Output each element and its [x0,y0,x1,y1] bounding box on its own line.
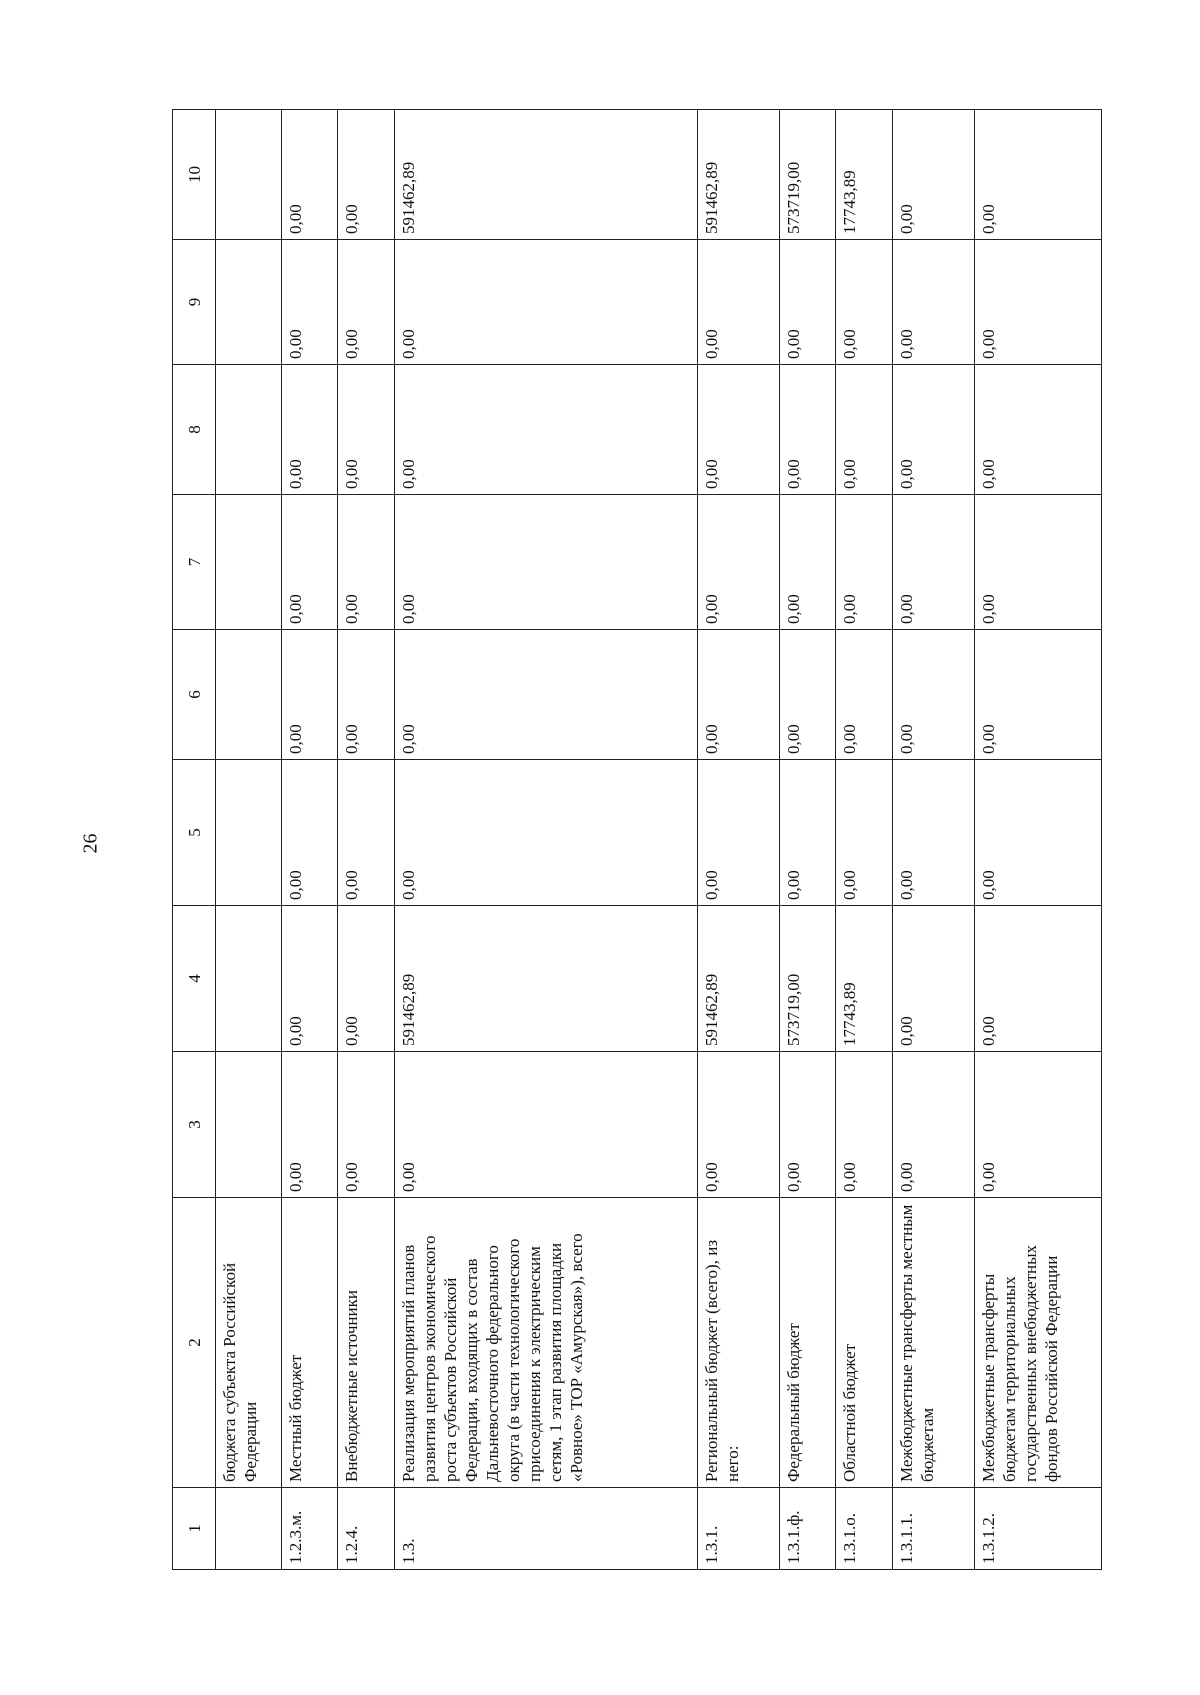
value-cell: 0,00 [836,630,892,760]
value-cell: 0,00 [338,906,394,1052]
header-cell: 3 [173,1052,216,1198]
table-row [836,110,892,1570]
value-cell: 0,00 [892,1052,974,1198]
row-code: 1.3.1.ф. [779,1488,835,1570]
row-code: 1.3.1.о. [836,1488,892,1570]
row-name: Региональный бюджет (всего), из него: [697,1198,779,1488]
value-cell: 591462,89 [697,906,779,1052]
value-cell: 591462,89 [697,110,779,240]
value-cell: 0,00 [338,495,394,630]
value-cell: 0,00 [892,240,974,365]
value-cell: 0,00 [836,365,892,495]
value-cell: 0,00 [836,495,892,630]
value-cell: 0,00 [281,630,337,760]
row-code: 1.3.1. [697,1488,779,1570]
value-cell: 0,00 [338,760,394,906]
value-cell: 0,00 [892,760,974,906]
row-code: 1.2.4. [338,1488,394,1570]
table-row [779,110,835,1570]
value-cell: 0,00 [892,906,974,1052]
value-cell: 0,00 [892,110,974,240]
table-row [892,110,974,1570]
value-cell: 0,00 [892,495,974,630]
header-row [173,110,216,1570]
value-cell: 591462,89 [394,110,697,240]
value-cell [216,365,282,495]
table-row [394,110,697,1570]
row-code: 1.2.3.м. [281,1488,337,1570]
value-cell: 0,00 [338,365,394,495]
budget-table [172,109,1102,1570]
value-cell [216,240,282,365]
value-cell: 0,00 [394,365,697,495]
value-cell: 0,00 [697,630,779,760]
table-row [697,110,779,1570]
row-name: Областной бюджет [836,1198,892,1488]
value-cell: 0,00 [697,365,779,495]
value-cell: 0,00 [281,365,337,495]
value-cell: 0,00 [975,495,1102,630]
value-cell: 0,00 [338,240,394,365]
value-cell [216,630,282,760]
row-code [216,1488,282,1570]
value-cell [216,110,282,240]
row-name: Внебюджетные источники [338,1198,394,1488]
value-cell: 0,00 [338,630,394,760]
header-cell: 8 [173,365,216,495]
value-cell: 0,00 [779,760,835,906]
value-cell: 0,00 [281,495,337,630]
value-cell: 0,00 [338,110,394,240]
value-cell: 0,00 [975,1052,1102,1198]
value-cell: 0,00 [281,1052,337,1198]
table-row [338,110,394,1570]
value-cell: 0,00 [836,760,892,906]
row-code: 1.3. [394,1488,697,1570]
table-row [216,110,282,1570]
value-cell: 0,00 [779,365,835,495]
value-cell: 573719,00 [779,906,835,1052]
value-cell [216,760,282,906]
value-cell [216,495,282,630]
table-body [216,110,1102,1570]
value-cell: 0,00 [892,630,974,760]
header-cell: 2 [173,1198,216,1488]
rotated-table-wrapper [172,110,1102,1570]
value-cell: 0,00 [281,760,337,906]
value-cell: 0,00 [281,240,337,365]
row-name: Межбюджетные трансферты бюджетам территориальных государственных внебюджетных фондов Российской Федерации [975,1198,1102,1488]
value-cell: 0,00 [281,110,337,240]
value-cell: 0,00 [779,630,835,760]
header-cell: 6 [173,630,216,760]
table-row [281,110,337,1570]
value-cell: 0,00 [975,240,1102,365]
header-cell: 5 [173,760,216,906]
value-cell: 0,00 [394,1052,697,1198]
row-name: Федеральный бюджет [779,1198,835,1488]
value-cell: 0,00 [281,906,337,1052]
value-cell: 0,00 [836,1052,892,1198]
value-cell: 0,00 [975,760,1102,906]
value-cell: 0,00 [394,760,697,906]
value-cell: 0,00 [975,365,1102,495]
value-cell: 0,00 [779,495,835,630]
value-cell: 0,00 [697,760,779,906]
value-cell: 17743,89 [836,906,892,1052]
value-cell: 0,00 [779,1052,835,1198]
value-cell: 0,00 [697,1052,779,1198]
row-name: Реализация мероприятий планов развития центров экономического роста субъектов Российской Федерации, входящих в состав Дальневосточного федерального округа (в части технологического присоединения к электрическим сетям, 1 этап развития площадки «Ровное» ТОР «Амурская»), всего [394,1198,697,1488]
value-cell: 0,00 [779,240,835,365]
value-cell: 0,00 [394,495,697,630]
value-cell: 0,00 [394,630,697,760]
value-cell: 0,00 [975,110,1102,240]
value-cell: 0,00 [975,906,1102,1052]
value-cell [216,1052,282,1198]
value-cell: 0,00 [836,240,892,365]
value-cell [216,906,282,1052]
header-cell: 10 [173,110,216,240]
value-cell: 0,00 [697,240,779,365]
value-cell: 573719,00 [779,110,835,240]
page-number: 26 [79,833,102,854]
row-name: Межбюджетные трансферты местным бюджетам [892,1198,974,1488]
row-name: Местный бюджет [281,1198,337,1488]
row-name: бюджета субъекта Российской Федерации [216,1198,282,1488]
header-cell: 9 [173,240,216,365]
value-cell: 17743,89 [836,110,892,240]
row-code: 1.3.1.1. [892,1488,974,1570]
value-cell: 591462,89 [394,906,697,1052]
value-cell: 0,00 [892,365,974,495]
value-cell: 0,00 [394,240,697,365]
table-row [975,110,1102,1570]
value-cell: 0,00 [975,630,1102,760]
row-code: 1.3.1.2. [975,1488,1102,1570]
header-cell: 4 [173,906,216,1052]
header-cell: 7 [173,495,216,630]
value-cell: 0,00 [338,1052,394,1198]
value-cell: 0,00 [697,495,779,630]
header-cell: 1 [173,1488,216,1570]
